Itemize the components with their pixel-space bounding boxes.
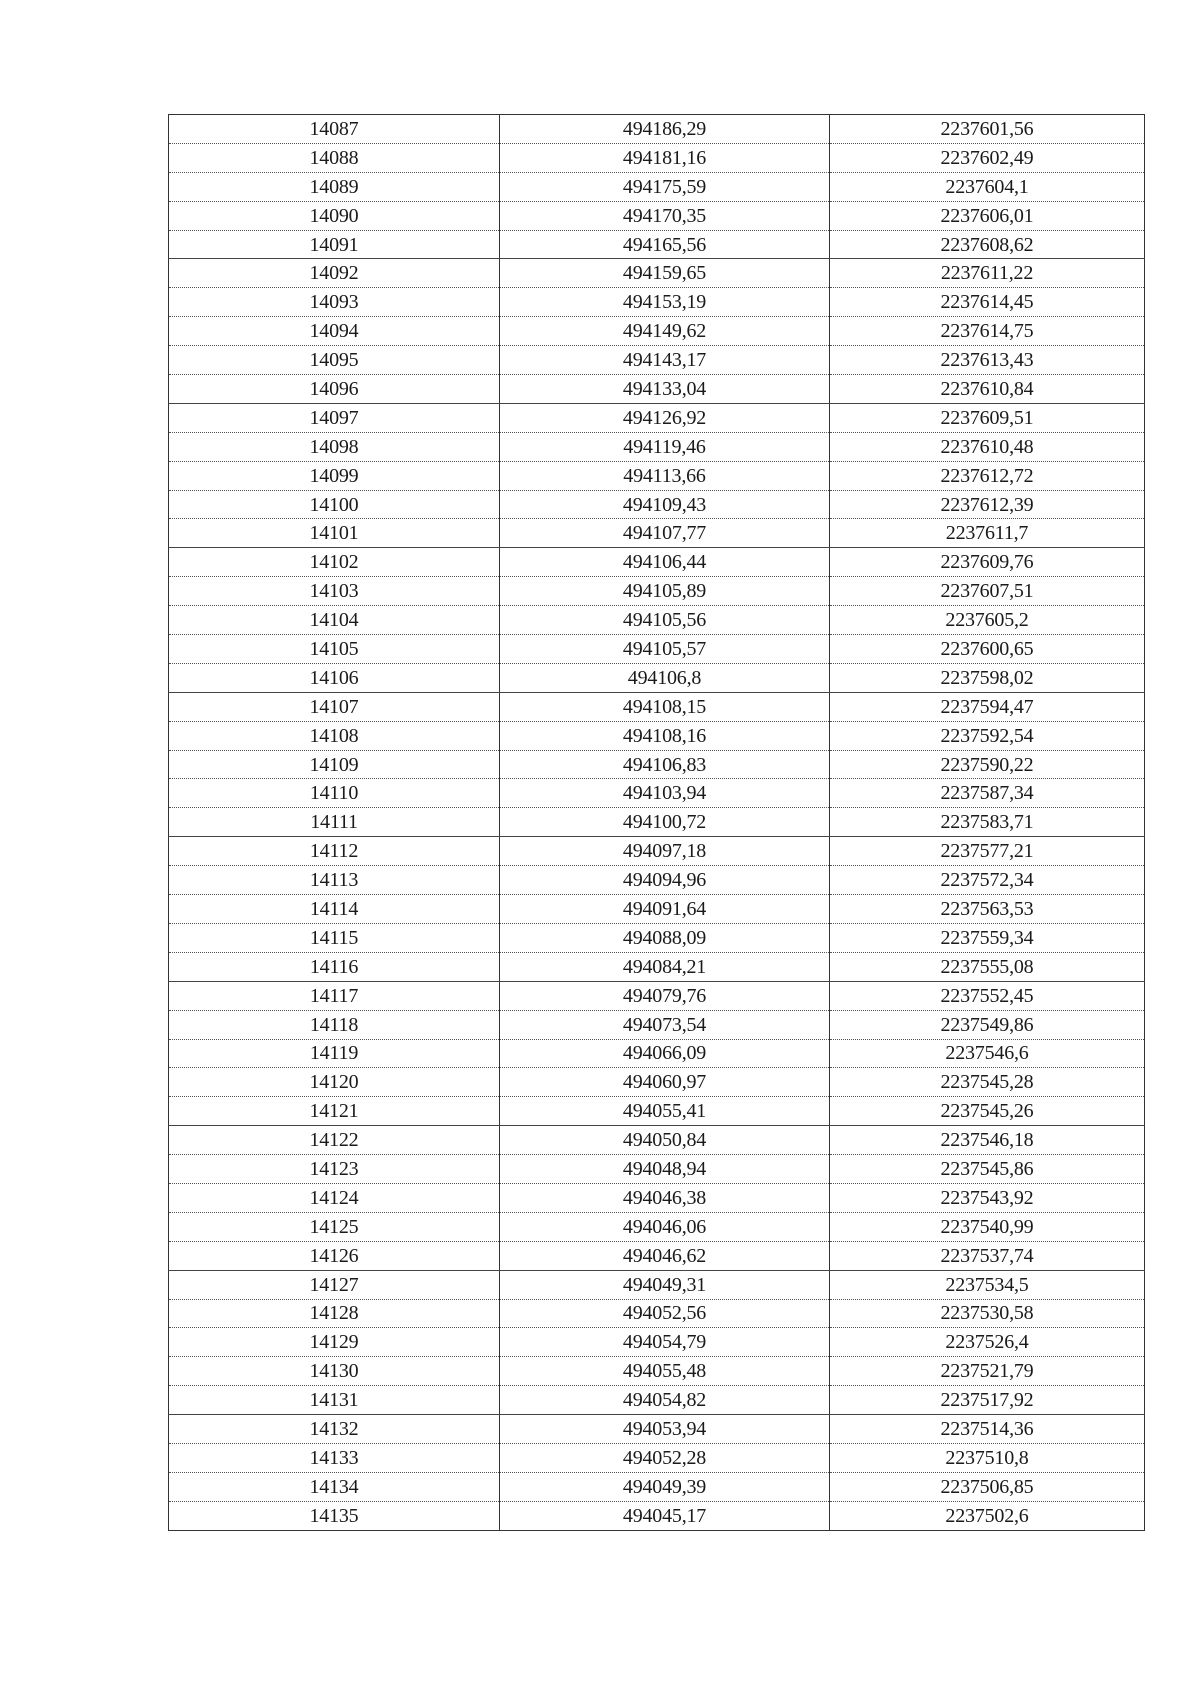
table-row <box>169 519 1145 548</box>
x-coordinate-cell: 494052,56 <box>500 1299 830 1328</box>
x-coordinate-cell: 494049,31 <box>500 1270 830 1299</box>
x-coordinate-cell: 494133,04 <box>500 375 830 404</box>
table-row <box>169 1126 1145 1155</box>
x-coordinate-cell: 494108,16 <box>500 721 830 750</box>
x-coordinate-cell: 494097,18 <box>500 837 830 866</box>
y-coordinate-cell: 2237545,28 <box>830 1068 1145 1097</box>
table-row <box>169 923 1145 952</box>
x-coordinate-cell: 494046,38 <box>500 1183 830 1212</box>
y-coordinate-cell: 2237602,49 <box>830 143 1145 172</box>
table-row <box>169 1501 1145 1530</box>
point-number-cell: 14091 <box>169 230 500 259</box>
y-coordinate-cell: 2237534,5 <box>830 1270 1145 1299</box>
point-number-cell: 14119 <box>169 1039 500 1068</box>
point-number-cell: 14127 <box>169 1270 500 1299</box>
table-row <box>169 1472 1145 1501</box>
y-coordinate-cell: 2237612,72 <box>830 461 1145 490</box>
table-row <box>169 750 1145 779</box>
table-row <box>169 895 1145 924</box>
point-number-cell: 14103 <box>169 577 500 606</box>
table-row <box>169 346 1145 375</box>
point-number-cell: 14102 <box>169 548 500 577</box>
point-number-cell: 14122 <box>169 1126 500 1155</box>
y-coordinate-cell: 2237611,22 <box>830 259 1145 288</box>
y-coordinate-cell: 2237502,6 <box>830 1501 1145 1530</box>
point-number-cell: 14134 <box>169 1472 500 1501</box>
point-number-cell: 14101 <box>169 519 500 548</box>
table-row <box>169 1270 1145 1299</box>
y-coordinate-cell: 2237610,84 <box>830 375 1145 404</box>
table-row <box>169 606 1145 635</box>
x-coordinate-cell: 494094,96 <box>500 866 830 895</box>
y-coordinate-cell: 2237510,8 <box>830 1443 1145 1472</box>
y-coordinate-cell: 2237592,54 <box>830 721 1145 750</box>
table-row <box>169 288 1145 317</box>
point-number-cell: 14088 <box>169 143 500 172</box>
point-number-cell: 14096 <box>169 375 500 404</box>
point-number-cell: 14107 <box>169 692 500 721</box>
table-row <box>169 1039 1145 1068</box>
table-row <box>169 375 1145 404</box>
point-number-cell: 14105 <box>169 635 500 664</box>
point-number-cell: 14110 <box>169 779 500 808</box>
x-coordinate-cell: 494153,19 <box>500 288 830 317</box>
x-coordinate-cell: 494073,54 <box>500 1010 830 1039</box>
point-number-cell: 14135 <box>169 1501 500 1530</box>
y-coordinate-cell: 2237537,74 <box>830 1241 1145 1270</box>
x-coordinate-cell: 494048,94 <box>500 1155 830 1184</box>
y-coordinate-cell: 2237540,99 <box>830 1212 1145 1241</box>
point-number-cell: 14108 <box>169 721 500 750</box>
table-row <box>169 432 1145 461</box>
x-coordinate-cell: 494103,94 <box>500 779 830 808</box>
point-number-cell: 14114 <box>169 895 500 924</box>
y-coordinate-cell: 2237587,34 <box>830 779 1145 808</box>
y-coordinate-cell: 2237598,02 <box>830 663 1145 692</box>
x-coordinate-cell: 494119,46 <box>500 432 830 461</box>
y-coordinate-cell: 2237614,75 <box>830 317 1145 346</box>
point-number-cell: 14113 <box>169 866 500 895</box>
table-row <box>169 721 1145 750</box>
table-row <box>169 1010 1145 1039</box>
x-coordinate-cell: 494100,72 <box>500 808 830 837</box>
x-coordinate-cell: 494106,83 <box>500 750 830 779</box>
point-number-cell: 14115 <box>169 923 500 952</box>
y-coordinate-cell: 2237559,34 <box>830 923 1145 952</box>
point-number-cell: 14121 <box>169 1097 500 1126</box>
x-coordinate-cell: 494066,09 <box>500 1039 830 1068</box>
y-coordinate-cell: 2237530,58 <box>830 1299 1145 1328</box>
y-coordinate-cell: 2237546,18 <box>830 1126 1145 1155</box>
x-coordinate-cell: 494159,65 <box>500 259 830 288</box>
table-row <box>169 635 1145 664</box>
point-number-cell: 14131 <box>169 1386 500 1415</box>
table-row <box>169 461 1145 490</box>
y-coordinate-cell: 2237521,79 <box>830 1357 1145 1386</box>
table-row <box>169 1068 1145 1097</box>
y-coordinate-cell: 2237608,62 <box>830 230 1145 259</box>
y-coordinate-cell: 2237613,43 <box>830 346 1145 375</box>
table-row <box>169 201 1145 230</box>
point-number-cell: 14133 <box>169 1443 500 1472</box>
point-number-cell: 14092 <box>169 259 500 288</box>
x-coordinate-cell: 494175,59 <box>500 172 830 201</box>
y-coordinate-cell: 2237610,48 <box>830 432 1145 461</box>
x-coordinate-cell: 494045,17 <box>500 1501 830 1530</box>
y-coordinate-cell: 2237601,56 <box>830 115 1145 144</box>
x-coordinate-cell: 494055,48 <box>500 1357 830 1386</box>
x-coordinate-cell: 494088,09 <box>500 923 830 952</box>
y-coordinate-cell: 2237594,47 <box>830 692 1145 721</box>
table-row <box>169 172 1145 201</box>
y-coordinate-cell: 2237609,51 <box>830 403 1145 432</box>
y-coordinate-cell: 2237572,34 <box>830 866 1145 895</box>
table-row <box>169 1443 1145 1472</box>
point-number-cell: 14120 <box>169 1068 500 1097</box>
point-number-cell: 14087 <box>169 115 500 144</box>
coordinates-table-body <box>169 115 1145 1531</box>
x-coordinate-cell: 494052,28 <box>500 1443 830 1472</box>
table-row <box>169 259 1145 288</box>
point-number-cell: 14123 <box>169 1155 500 1184</box>
table-row <box>169 1357 1145 1386</box>
table-row <box>169 779 1145 808</box>
point-number-cell: 14089 <box>169 172 500 201</box>
x-coordinate-cell: 494079,76 <box>500 981 830 1010</box>
point-number-cell: 14111 <box>169 808 500 837</box>
y-coordinate-cell: 2237614,45 <box>830 288 1145 317</box>
point-number-cell: 14116 <box>169 952 500 981</box>
x-coordinate-cell: 494050,84 <box>500 1126 830 1155</box>
point-number-cell: 14100 <box>169 490 500 519</box>
table-row <box>169 866 1145 895</box>
y-coordinate-cell: 2237604,1 <box>830 172 1145 201</box>
y-coordinate-cell: 2237563,53 <box>830 895 1145 924</box>
table-row <box>169 548 1145 577</box>
y-coordinate-cell: 2237506,85 <box>830 1472 1145 1501</box>
x-coordinate-cell: 494143,17 <box>500 346 830 375</box>
point-number-cell: 14090 <box>169 201 500 230</box>
x-coordinate-cell: 494165,56 <box>500 230 830 259</box>
x-coordinate-cell: 494126,92 <box>500 403 830 432</box>
table-row <box>169 143 1145 172</box>
y-coordinate-cell: 2237577,21 <box>830 837 1145 866</box>
x-coordinate-cell: 494106,8 <box>500 663 830 692</box>
y-coordinate-cell: 2237611,7 <box>830 519 1145 548</box>
x-coordinate-cell: 494060,97 <box>500 1068 830 1097</box>
point-number-cell: 14095 <box>169 346 500 375</box>
table-row <box>169 981 1145 1010</box>
table-row <box>169 837 1145 866</box>
point-number-cell: 14109 <box>169 750 500 779</box>
point-number-cell: 14106 <box>169 663 500 692</box>
y-coordinate-cell: 2237526,4 <box>830 1328 1145 1357</box>
table-row <box>169 403 1145 432</box>
y-coordinate-cell: 2237543,92 <box>830 1183 1145 1212</box>
point-number-cell: 14099 <box>169 461 500 490</box>
x-coordinate-cell: 494107,77 <box>500 519 830 548</box>
table-row <box>169 230 1145 259</box>
point-number-cell: 14094 <box>169 317 500 346</box>
y-coordinate-cell: 2237583,71 <box>830 808 1145 837</box>
x-coordinate-cell: 494106,44 <box>500 548 830 577</box>
table-row <box>169 952 1145 981</box>
x-coordinate-cell: 494109,43 <box>500 490 830 519</box>
table-row <box>169 115 1145 144</box>
point-number-cell: 14112 <box>169 837 500 866</box>
table-row <box>169 1097 1145 1126</box>
point-number-cell: 14129 <box>169 1328 500 1357</box>
x-coordinate-cell: 494055,41 <box>500 1097 830 1126</box>
x-coordinate-cell: 494108,15 <box>500 692 830 721</box>
point-number-cell: 14104 <box>169 606 500 635</box>
x-coordinate-cell: 494105,57 <box>500 635 830 664</box>
y-coordinate-cell: 2237549,86 <box>830 1010 1145 1039</box>
table-row <box>169 1212 1145 1241</box>
x-coordinate-cell: 494046,06 <box>500 1212 830 1241</box>
y-coordinate-cell: 2237517,92 <box>830 1386 1145 1415</box>
x-coordinate-cell: 494105,89 <box>500 577 830 606</box>
table-row <box>169 1299 1145 1328</box>
coordinates-table <box>168 114 1145 1531</box>
y-coordinate-cell: 2237607,51 <box>830 577 1145 606</box>
point-number-cell: 14124 <box>169 1183 500 1212</box>
x-coordinate-cell: 494105,56 <box>500 606 830 635</box>
x-coordinate-cell: 494049,39 <box>500 1472 830 1501</box>
y-coordinate-cell: 2237514,36 <box>830 1415 1145 1444</box>
x-coordinate-cell: 494054,82 <box>500 1386 830 1415</box>
table-row <box>169 1386 1145 1415</box>
x-coordinate-cell: 494091,64 <box>500 895 830 924</box>
y-coordinate-cell: 2237546,6 <box>830 1039 1145 1068</box>
y-coordinate-cell: 2237545,86 <box>830 1155 1145 1184</box>
y-coordinate-cell: 2237612,39 <box>830 490 1145 519</box>
x-coordinate-cell: 494054,79 <box>500 1328 830 1357</box>
point-number-cell: 14093 <box>169 288 500 317</box>
point-number-cell: 14130 <box>169 1357 500 1386</box>
table-row <box>169 663 1145 692</box>
point-number-cell: 14128 <box>169 1299 500 1328</box>
point-number-cell: 14118 <box>169 1010 500 1039</box>
x-coordinate-cell: 494113,66 <box>500 461 830 490</box>
x-coordinate-cell: 494149,62 <box>500 317 830 346</box>
y-coordinate-cell: 2237590,22 <box>830 750 1145 779</box>
table-row <box>169 317 1145 346</box>
y-coordinate-cell: 2237545,26 <box>830 1097 1145 1126</box>
table-row <box>169 808 1145 837</box>
table-row <box>169 577 1145 606</box>
x-coordinate-cell: 494053,94 <box>500 1415 830 1444</box>
y-coordinate-cell: 2237600,65 <box>830 635 1145 664</box>
x-coordinate-cell: 494046,62 <box>500 1241 830 1270</box>
table-row <box>169 1328 1145 1357</box>
point-number-cell: 14126 <box>169 1241 500 1270</box>
table-row <box>169 692 1145 721</box>
x-coordinate-cell: 494170,35 <box>500 201 830 230</box>
table-row <box>169 1241 1145 1270</box>
y-coordinate-cell: 2237552,45 <box>830 981 1145 1010</box>
x-coordinate-cell: 494084,21 <box>500 952 830 981</box>
point-number-cell: 14125 <box>169 1212 500 1241</box>
table-row <box>169 1155 1145 1184</box>
x-coordinate-cell: 494186,29 <box>500 115 830 144</box>
point-number-cell: 14117 <box>169 981 500 1010</box>
y-coordinate-cell: 2237555,08 <box>830 952 1145 981</box>
y-coordinate-cell: 2237605,2 <box>830 606 1145 635</box>
table-row <box>169 1183 1145 1212</box>
x-coordinate-cell: 494181,16 <box>500 143 830 172</box>
table-row <box>169 1415 1145 1444</box>
table-row <box>169 490 1145 519</box>
y-coordinate-cell: 2237606,01 <box>830 201 1145 230</box>
point-number-cell: 14098 <box>169 432 500 461</box>
point-number-cell: 14132 <box>169 1415 500 1444</box>
y-coordinate-cell: 2237609,76 <box>830 548 1145 577</box>
point-number-cell: 14097 <box>169 403 500 432</box>
